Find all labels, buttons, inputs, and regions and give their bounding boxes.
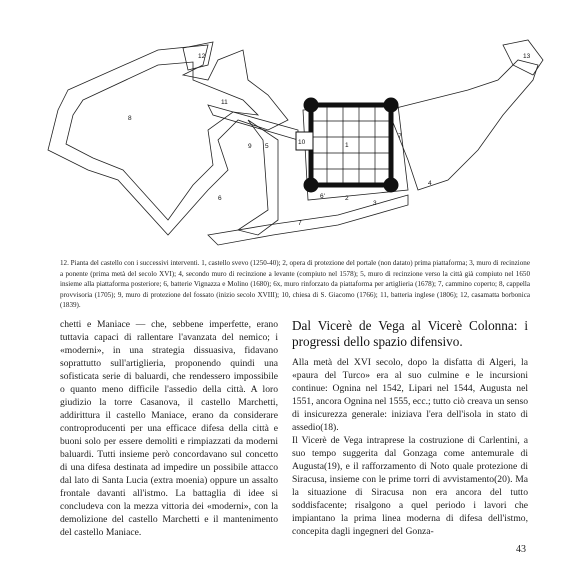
plan-label-10: 10 (298, 139, 306, 146)
plan-label-1: 1 (345, 142, 349, 149)
left-paragraph: chetti e Maniace — che, sebbene imperfette, erano tuttavia capaci di rallentare l'avanzata del nemico; i «moderni», in una strategia dissuasiva, fidavano soprattutto sull'artiglieria, proponendo quindi una sofisticata serie di baluardi, che rendessero impossibile o quanto meno difficile l'assedio della città. A loro giudizio la torre Casanova, il castello Marchetti, addirittura il castello Maniace, erano da considerare controproducenti per una efficace difesa della città e buoni solo per essere demoliti e rimpiazzati da moderni baluardi. Tutti insieme però concordavano sul concetto di una difesa destinata ad impedire un possibile attacco dal lato di Santa Lucia (extra moenia) oppure un assalto frontale davanti all'istmo. La battaglia di idee si concludeva con la mezza vittoria dei «moderni», con la demolizione del castello Marchetti e il mantenimento del castello Maniace. (60, 319, 278, 538)
plan-label-7a: 7 (398, 133, 402, 140)
plan-label-3: 3 (373, 200, 377, 207)
left-column (60, 318, 278, 539)
plan-label-6: 6 (218, 195, 222, 202)
plan-inner-wall-west (66, 62, 258, 220)
plan-label-13: 13 (523, 53, 531, 60)
plan-label-4: 4 (428, 180, 432, 187)
plan-label-7b: 7 (298, 220, 302, 227)
plan-label-11: 11 (221, 99, 228, 106)
figure-caption: 12. Pianta del castello con i successivi interventi. 1, castello svevo (1250-40); 2, opera di protezione del portale (non datato) prima piattaforma; 3, muro di recinzione a ponente (prima metà del secolo XVI); 4, secondo muro di recinzione a levante (compiuto nel 1578); 5, muro di recinzione verso la città già compiuto nel 1650 insieme alla piattaforma posteriore; 6, batterie Vignazza e Molino (1680); 6x, muro rinforzato da piattaforma per artiglieria (1678); 7, cammino coperto; 8, cappella provvisoria (1705); 9, muro di protezione del fossato (inizio secolo XVIII); 10, chiesa di S. Giacomo (1766); 11, batteria inglese (1806); 12, casamatta borbonica (1839). (60, 259, 530, 309)
plan-wall-7-lower (208, 195, 408, 245)
plan-label-5: 5 (265, 143, 269, 150)
page-number: 43 (516, 544, 526, 555)
castle-plan-figure (8, 20, 560, 252)
plan-label-9: 9 (248, 143, 252, 150)
section-heading: Dal Vicerè de Vega al Vicerè Colonna: i progressi dello spazio difensivo. (292, 318, 528, 349)
plan-label-2: 2 (345, 195, 349, 202)
plan-label-8: 8 (128, 115, 132, 122)
plan-outer-wall-west (48, 45, 288, 235)
right-paragraph-2: Il Vicerè de Vega intraprese la costruzione di Carlentini, a suo tempo suggerita dal Gonzaga come antemurale di Augusta(19), e il rafforzamento di Noto quale protezione di Siracusa, insieme con le prime torri di avvistamento(20). Ma la situazione di Siracusa non era ancora del tutto soddisfacente; risalgono a quel periodo i lavori che impiantano la prima linea moderna di difesa dell'istmo, concepita dagli ingegneri del Gonza- (292, 435, 528, 537)
plan-east-wall (388, 60, 538, 190)
plan-label-6x: 6' (320, 193, 325, 200)
right-paragraph-1: Alla metà del XVI secolo, dopo la disfatta di Algeri, la «paura del Turco» era al suo culmine e le incursioni continue: Ognina nel 1542, Lipari nel 1544, Augusta nel 1551, ancora Ognina nel 1555, ecc.; tutto ciò creava un senso di insicurezza generale: iniziava l'era dell'isola in stato di assedio(18). (292, 357, 528, 433)
right-column (292, 318, 528, 538)
plan-wall-5 (238, 120, 278, 235)
plan-label-12: 12 (198, 53, 206, 60)
